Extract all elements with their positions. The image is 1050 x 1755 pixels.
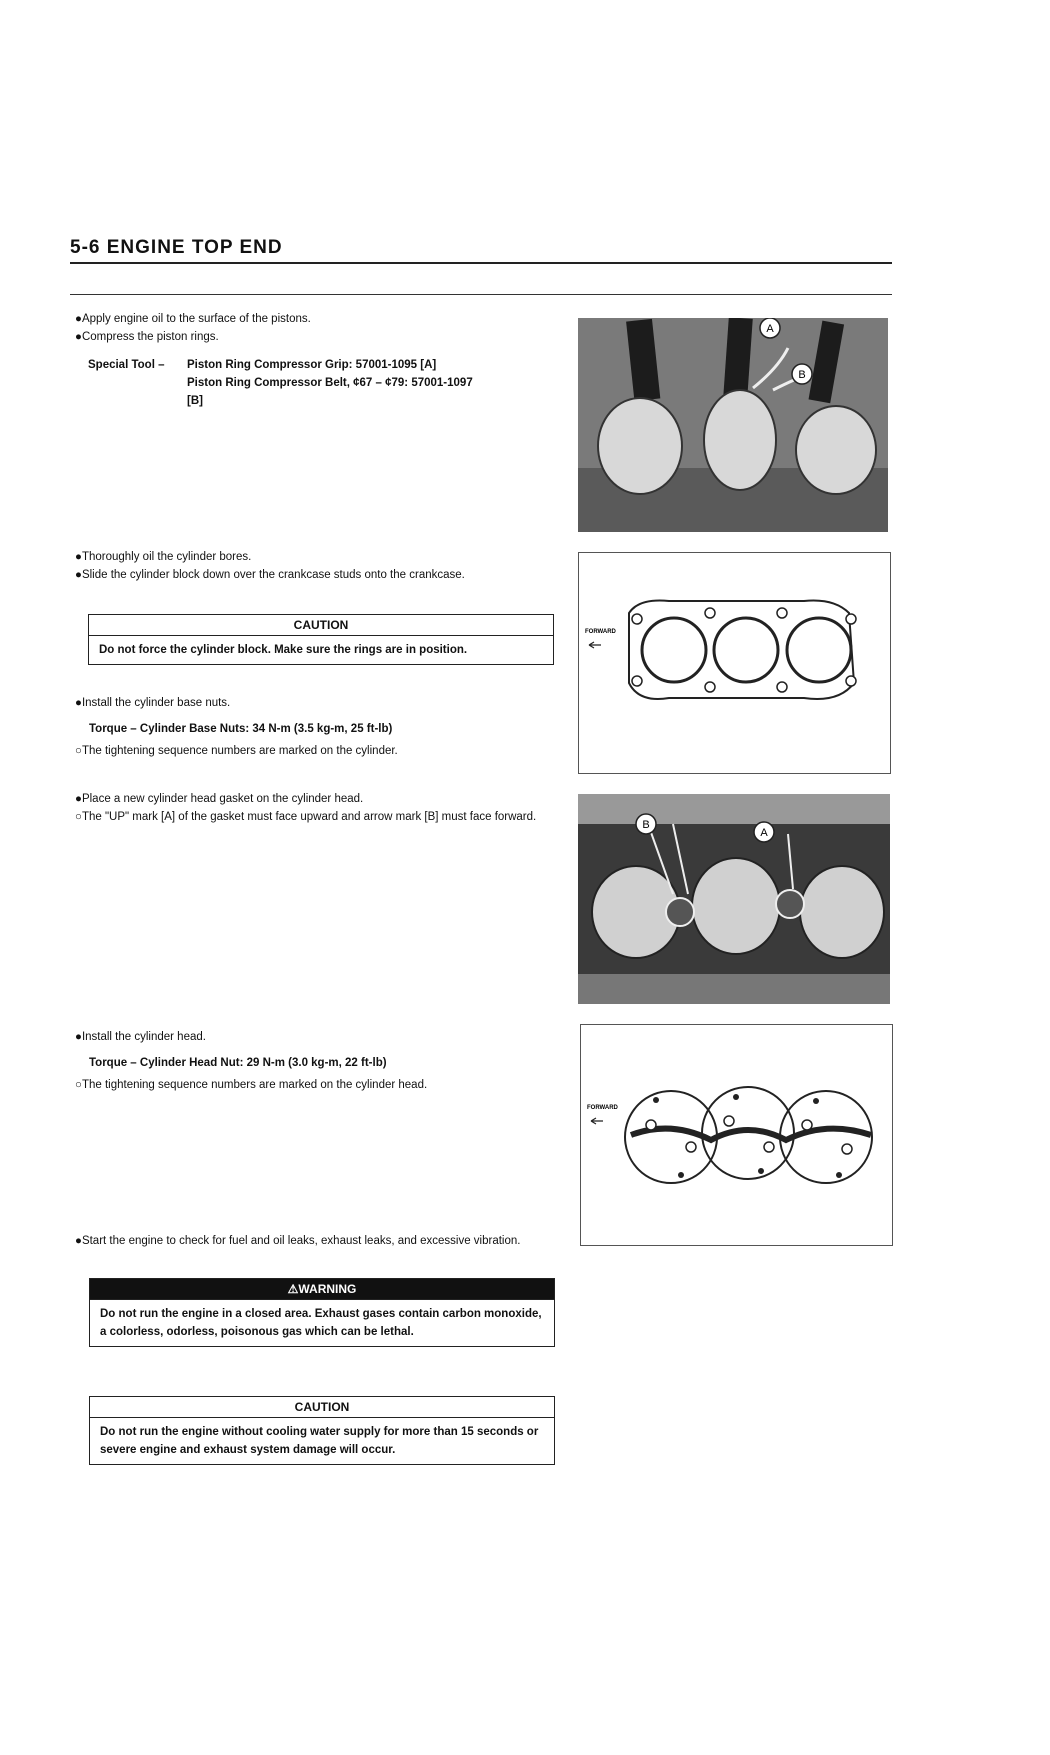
section-rule	[70, 294, 892, 295]
section-engine-check	[75, 1232, 555, 1250]
list-item: ●Slide the cylinder block down over the crankcase studs onto the crankcase.	[75, 569, 465, 581]
figure-piston-compressor-photo	[578, 318, 888, 532]
tool-line: Piston Ring Compressor Grip: 57001-1095 [A]	[187, 359, 437, 371]
note: ○The "UP" mark [A] of the gasket must face upward and arrow mark [B] must face forward.	[75, 811, 537, 823]
figure-cylinder-head-diagram	[580, 1024, 893, 1246]
list-item: ●Compress the piston rings.	[75, 331, 219, 343]
caution-text: Do not run the engine without cooling water supply for more than 15 seconds or severe engine and exhaust system damage will occur.	[100, 1426, 539, 1456]
caution-text: Do not force the cylinder block. Make sure the rings are in position.	[99, 644, 468, 656]
list-item: ●Install the cylinder base nuts.	[75, 697, 231, 709]
caution-box	[89, 1396, 555, 1465]
list-item: ●Apply engine oil to the surface of the pistons.	[75, 313, 311, 325]
caution-title: CAUTION	[90, 1397, 554, 1418]
figure-label: A	[766, 323, 774, 335]
forward-label: FORWARD	[585, 629, 616, 635]
list-item: ●Start the engine to check for fuel and oil leaks, exhaust leaks, and excessive vibration.	[75, 1235, 521, 1247]
warning-title: ⚠WARNING	[90, 1279, 554, 1300]
note: ○The tightening sequence numbers are marked on the cylinder.	[75, 745, 398, 757]
forward-arrow-icon	[589, 642, 601, 648]
special-tool-list	[187, 356, 567, 410]
caution-box	[88, 614, 554, 665]
special-tool-label: Special Tool –	[88, 359, 165, 371]
section-head-gasket	[75, 790, 555, 826]
section-cylinder-head	[75, 1028, 555, 1094]
figure-cylinder-base-diagram	[578, 552, 891, 774]
list-item: ●Place a new cylinder head gasket on the cylinder head.	[75, 793, 364, 805]
tool-line: [B]	[187, 395, 203, 407]
forward-arrow-icon	[591, 1118, 603, 1124]
figure-label: A	[760, 827, 768, 839]
caution-title: CAUTION	[89, 615, 553, 636]
section-cylinder-block	[75, 548, 555, 584]
figure-label: B	[642, 819, 650, 831]
figure-head-gasket-photo	[578, 794, 890, 1004]
page-title: 5-6 ENGINE TOP END	[70, 237, 283, 258]
header-rule	[70, 262, 892, 264]
torque-spec: Torque – Cylinder Base Nuts: 34 N-m (3.5 kg-m, 25 ft-lb)	[89, 723, 393, 735]
warning-text: Do not run the engine in a closed area. Exhaust gases contain carbon monoxide, a colorless, odorless, poisonous gas which can be lethal.	[100, 1308, 542, 1338]
torque-spec: Torque – Cylinder Head Nut: 29 N-m (3.0 kg-m, 22 ft-lb)	[89, 1057, 387, 1069]
figure-label: B	[798, 369, 806, 381]
section-base-nuts	[75, 694, 555, 760]
note: ○The tightening sequence numbers are marked on the cylinder head.	[75, 1079, 428, 1091]
list-item: ●Install the cylinder head.	[75, 1031, 206, 1043]
list-item: ●Thoroughly oil the cylinder bores.	[75, 551, 252, 563]
tool-line: Piston Ring Compressor Belt, ¢67 – ¢79: 57001-1097	[187, 377, 473, 389]
section-piston-oil	[75, 310, 555, 346]
warning-box	[89, 1278, 555, 1347]
forward-label: FORWARD	[587, 1105, 618, 1111]
